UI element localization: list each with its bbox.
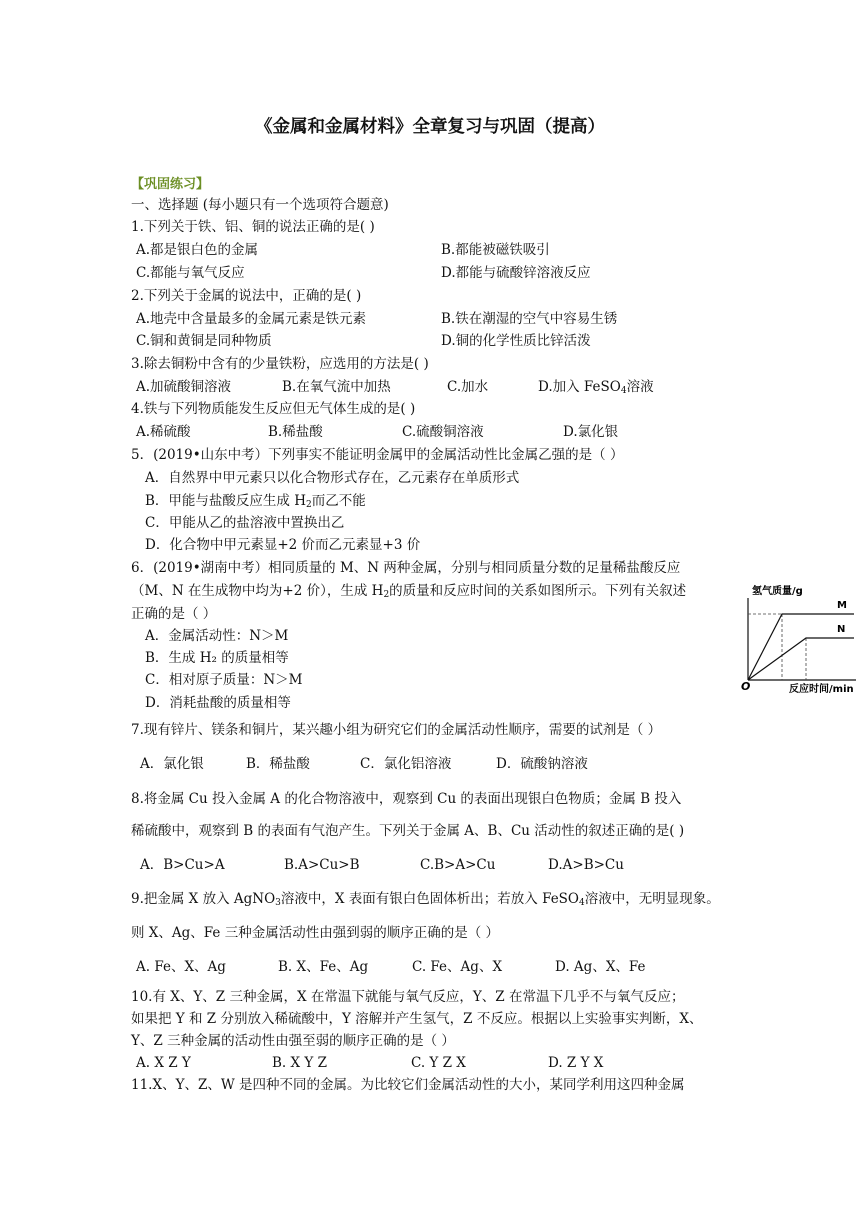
q4-option-a: A.稀硫酸	[136, 424, 191, 440]
q2-option-d: D.铜的化学性质比锌活泼	[441, 333, 591, 349]
q3-option-d-pre: D.加入 FeSO	[538, 379, 621, 395]
q11-line1: 11.X、Y、Z、W 是四种不同的金属。为比较它们金属活动性的大小，某同学利用这四种金属	[131, 1077, 685, 1093]
q6-line2-post: 的质量和反应时间的关系如图所示。下列有关叙述	[389, 583, 687, 599]
q7-stem: 7.现有锌片、镁条和铜片，某兴趣小组为研究它们的金属活动性顺序，需要的试剂是（ ）	[131, 722, 662, 738]
q10-line1: 10.有 X、Y、Z 三种金属，X 在常温下就能与氧气反应，Y、Z 在常温下几乎不与氧气反应；	[131, 989, 685, 1005]
q7-option-d: D．硫酸钠溶液	[496, 756, 588, 772]
q10-line3: Y、Z 三种金属的活动性由强至弱的顺序正确的是（ ）	[131, 1033, 455, 1049]
q7-option-b: B．稀盐酸	[246, 756, 310, 772]
q9-line1-mid: 溶液中，X 表面有银白色固体析出；若放入 FeSO	[280, 891, 580, 907]
q2-option-c: C.铜和黄铜是同种物质	[136, 333, 272, 349]
q3-option-c: C.加水	[447, 379, 489, 395]
q6-line1: 6．(2019•湖南中考）相同质量的 M、N 两种金属，分别与相同质量分数的足量稀盐酸反应	[131, 560, 681, 576]
graph-xlabel: 反应时间/min	[789, 684, 854, 695]
q6-line2	[131, 582, 686, 600]
q10-option-a: A. X Z Y	[136, 1055, 191, 1071]
q3-option-d	[538, 378, 654, 396]
q6-line2-pre: （M、N 在生成物中均为+2 价），生成 H	[131, 583, 384, 599]
q9-line1-post: 溶液中，无明显现象。	[584, 891, 720, 907]
q1-option-b: B.都能被磁铁吸引	[441, 242, 550, 258]
q6-line3: 正确的是（ ）	[131, 606, 217, 622]
q6-option-b: B．生成 H₂ 的质量相等	[145, 650, 289, 666]
q8-line2: 稀硫酸中，观察到 B 的表面有气泡产生。下列关于金属 A、B、Cu 活动性的叙述正确的是( )	[131, 823, 685, 839]
q5-option-b-pre: B．甲能与盐酸反应生成 H	[145, 493, 306, 509]
graph-label-m: M	[837, 600, 847, 611]
q10-option-d: D. Z Y X	[548, 1055, 604, 1071]
q4-option-b: B.稀盐酸	[268, 424, 323, 440]
section-heading: 【巩固练习】	[131, 177, 210, 192]
graph-ylabel: 氢气质量/g	[752, 586, 803, 597]
q10-line2: 如果把 Y 和 Z 分别放入稀硫酸中，Y 溶解并产生氢气，Z 不反应。根据以上实验事实判断，X、	[131, 1011, 703, 1027]
q1-stem: 1.下列关于铁、铝、铜的说法正确的是( )	[131, 219, 375, 235]
q2-option-b: B.铁在潮湿的空气中容易生锈	[441, 311, 618, 327]
q8-option-d: D.A>B>Cu	[548, 857, 624, 873]
q8-option-a: A．B>Cu>A	[140, 857, 225, 873]
q4-stem: 4.铁与下列物质能发生反应但无气体生成的是( )	[131, 401, 416, 417]
q4-option-d: D.氯化银	[563, 424, 619, 440]
q3-option-d-sub: 4	[620, 386, 627, 396]
q4-option-c: C.硫酸铜溶液	[402, 424, 484, 440]
q5-option-c: C．甲能从乙的盐溶液中置换出乙	[145, 515, 345, 531]
q9-line1-pre: 9.把金属 X 放入 AgNO	[131, 891, 276, 907]
q9-line2: 则 X、Ag、Fe 三种金属活动性由强到弱的顺序正确的是（ ）	[131, 925, 499, 941]
q1-option-a: A.都是银白色的金属	[136, 242, 259, 258]
page-title: 《金属和金属材料》全章复习与巩固（提高）	[255, 117, 605, 137]
q2-option-a: A.地壳中含量最多的金属元素是铁元素	[136, 311, 367, 327]
q2-stem: 2.下列关于金属的说法中，正确的是( )	[131, 288, 362, 304]
q5-stem: 5．(2019•山东中考）下列事实不能证明金属甲的金属活动性比金属乙强的是（ ）	[131, 447, 624, 463]
q9-option-d: D. Ag、X、Fe	[555, 959, 646, 975]
part-heading: 一、选择题 (每小题只有一个选项符合题意)	[131, 197, 389, 213]
q3-option-b: B.在氧气流中加热	[282, 379, 391, 395]
q9-option-b: B. X、Fe、Ag	[278, 959, 369, 975]
q1-option-c: C.都能与氧气反应	[136, 265, 245, 281]
q9-option-c: C. Fe、Ag、X	[412, 959, 503, 975]
q8-line1: 8.将金属 Cu 投入金属 A 的化合物溶液中，观察到 Cu 的表面出现银白色物质；金属 B 投入	[131, 791, 682, 807]
q5-option-d: D．化合物中甲元素显+2 价而乙元素显+3 价	[145, 537, 421, 553]
graph-line-n	[748, 638, 854, 680]
q6-option-d: D．消耗盐酸的质量相等	[145, 695, 291, 711]
q1-option-d: D.都能与硫酸锌溶液反应	[441, 265, 591, 281]
q5-option-a: A．自然界中甲元素只以化合物形式存在，乙元素存在单质形式	[145, 470, 520, 486]
q5-option-b-post: 而乙不能	[311, 493, 366, 509]
q9-line1	[131, 890, 720, 908]
q9-line1-sub2: 4	[579, 898, 585, 908]
q9-option-a: A. Fe、X、Ag	[136, 959, 226, 975]
q7-option-c: C．氯化铝溶液	[360, 756, 452, 772]
q9-line1-sub1: 3	[275, 898, 281, 908]
q8-option-c: C.B>A>Cu	[420, 857, 496, 873]
graph-origin: O	[741, 680, 751, 693]
q5-option-b-sub: 2	[306, 500, 312, 510]
q7-option-a: A．氯化银	[140, 756, 204, 772]
graph-label-n: N	[837, 624, 846, 635]
q6-option-c: C．相对原子质量：N＞M	[145, 672, 303, 688]
q6-line2-sub: 2	[383, 590, 390, 600]
q3-option-a: A.加硫酸铜溶液	[136, 379, 232, 395]
q5-option-b	[145, 492, 366, 510]
q10-option-c: C. Y Z X	[411, 1055, 466, 1071]
q3-option-d-post: 溶液	[626, 379, 654, 395]
q6-option-a: A．金属活动性：N＞M	[145, 628, 289, 644]
q8-option-b: B.A>Cu>B	[284, 857, 360, 873]
hydrogen-mass-graph	[742, 582, 860, 694]
q3-stem: 3.除去铜粉中含有的少量铁粉，应选用的方法是( )	[131, 356, 429, 372]
q10-option-b: B. X Y Z	[272, 1055, 327, 1071]
